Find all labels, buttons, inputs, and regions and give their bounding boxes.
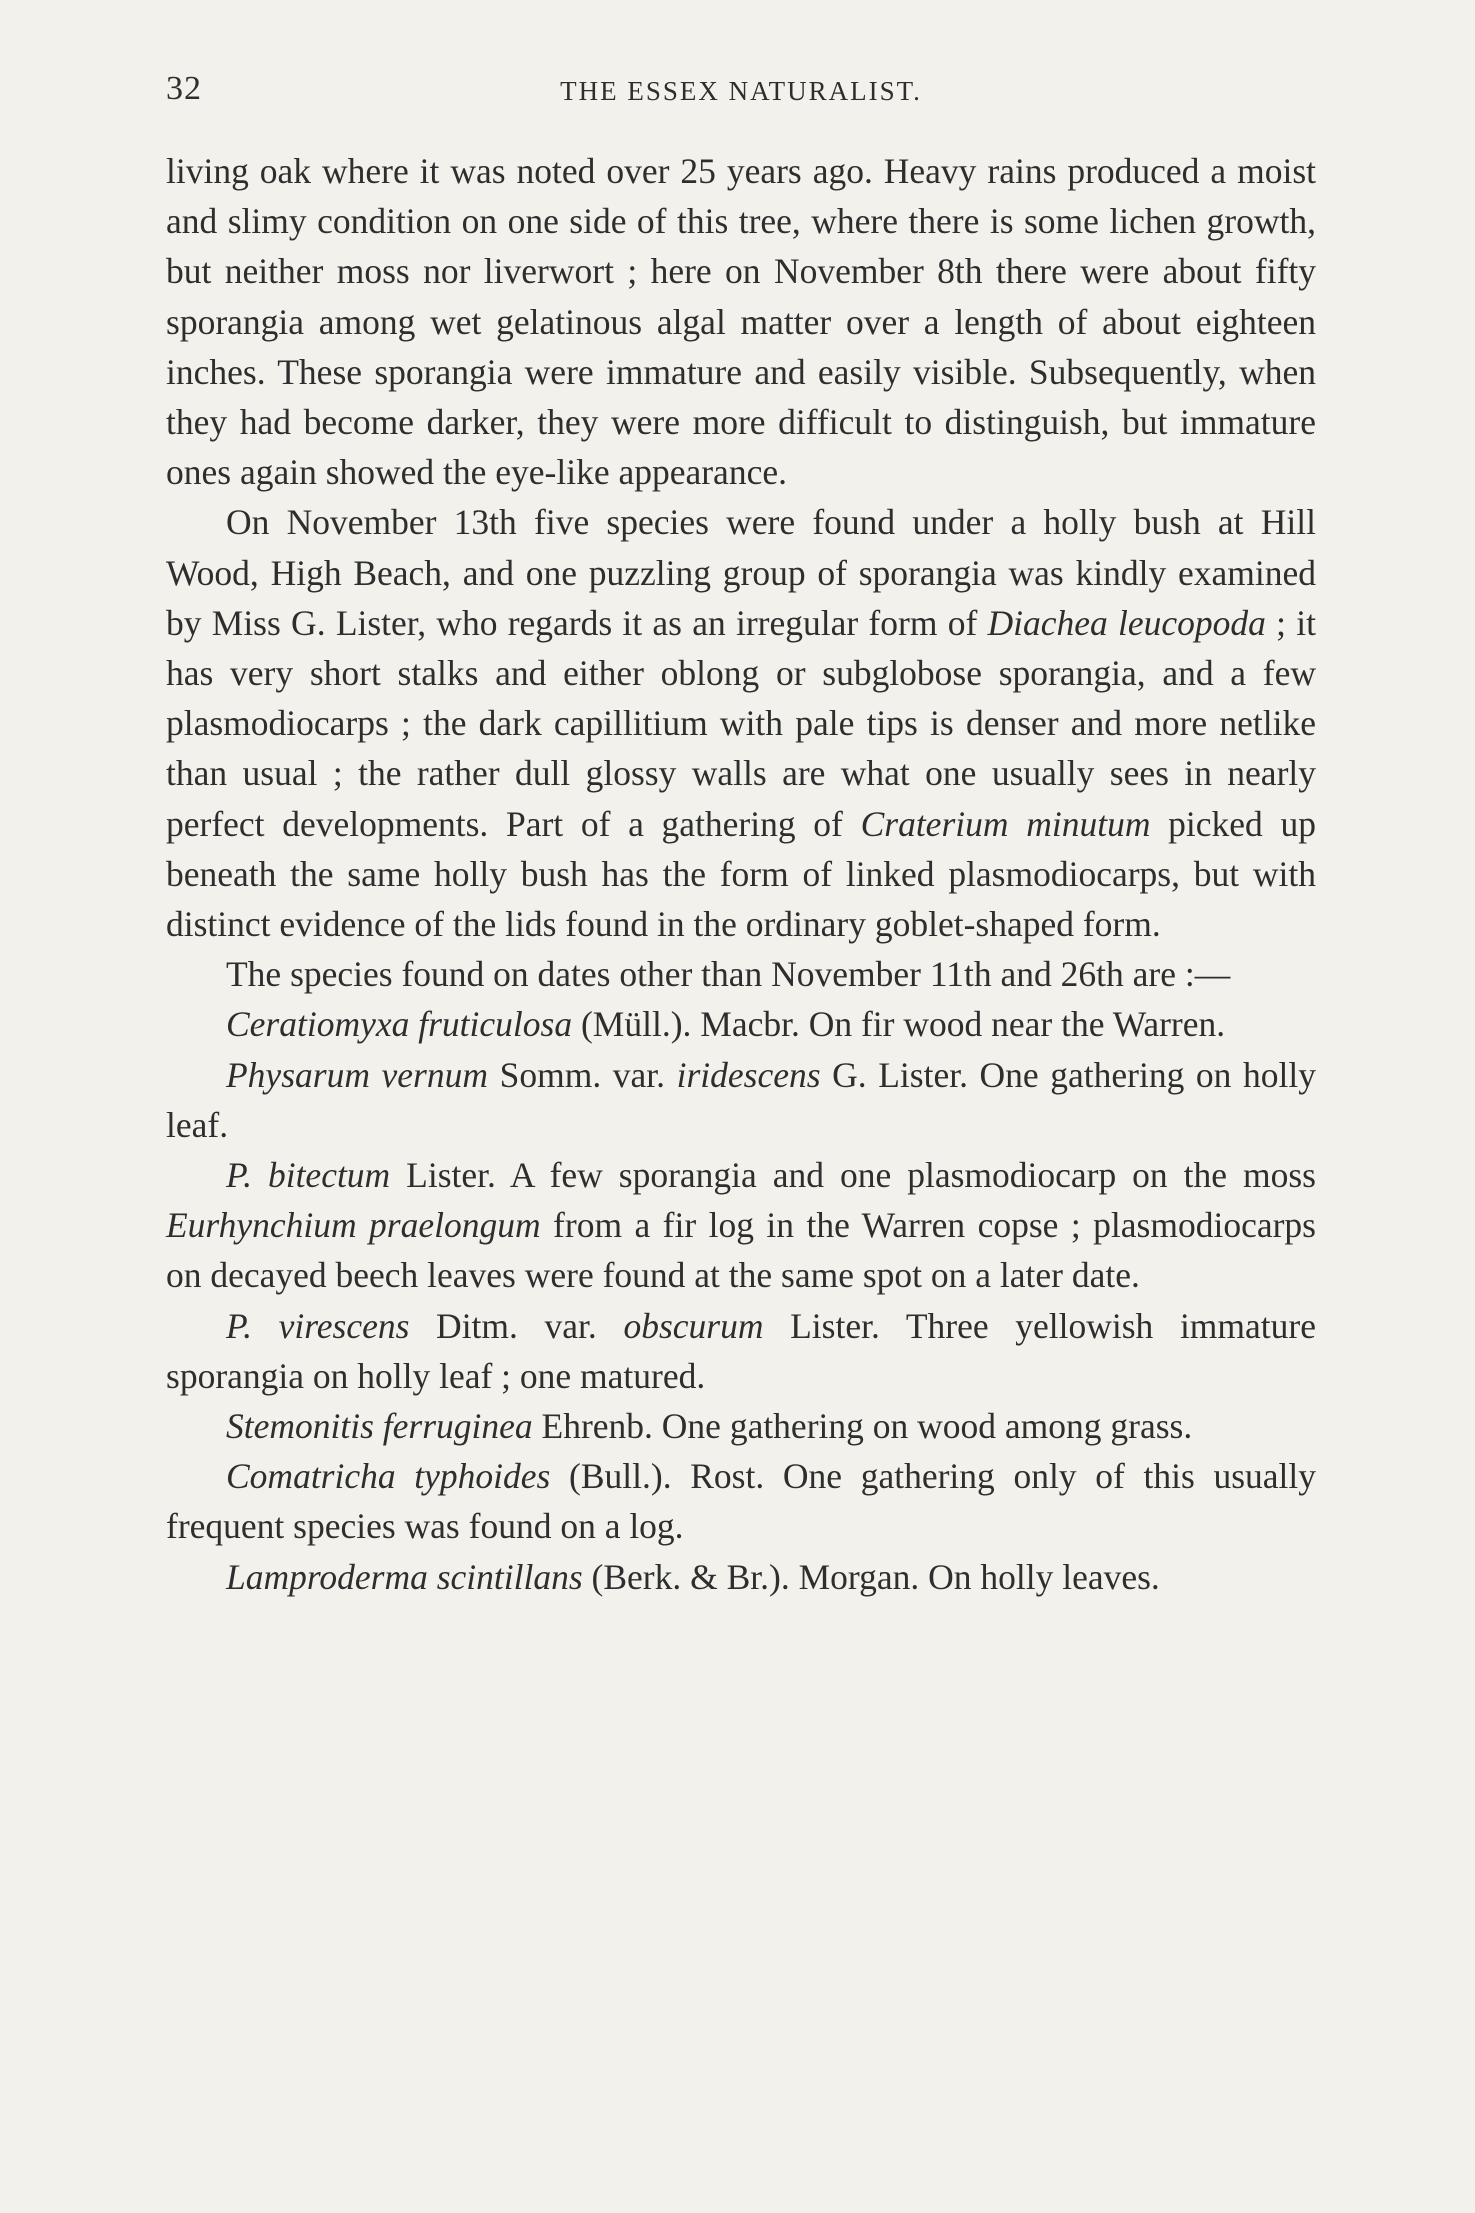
text-run: living oak where it was noted over 25 years ago. Heavy rains produced a moist and slimy condition on one side of this tree, where there is some lichen growth, but neither moss nor liverwort ; here on November 8th there were about fifty sporangia among wet gelatinous algal matter over a length of about eighteen inches. These sporangia were immature and easily visible. Subsequently, when they had become darker, they were more difficult to distinguish, but immature ones again showed the eye-like appearance. (166, 151, 1316, 493)
text-run: (Müll.). Macbr. On fir wood near the Warren. (572, 1004, 1226, 1045)
text-run: G. Lister. One gathering on holly leaf. (166, 1054, 1316, 1145)
running-title: THE ESSEX NATURALIST. (560, 76, 922, 106)
paragraph (166, 999, 1316, 1049)
text-run: Lister. Three yellowish immature sporangia on holly leaf ; one matured. (166, 1305, 1316, 1396)
species-name: P. virescens (226, 1305, 410, 1346)
page-number: 32 (166, 70, 202, 107)
species-name: P. bitectum (226, 1155, 391, 1196)
paragraph (166, 1552, 1316, 1602)
text-run: Lister. A few sporangia and one plasmodiocarp on the moss (390, 1155, 1316, 1196)
species-name: Eurhynchium praelongum (166, 1205, 541, 1246)
paragraph (166, 146, 1316, 497)
text-run: ; it has very short stalks and either oblong or subglobose sporangia, and a few plasmodiocarps ; the dark capillitium with pale tips is denser and more netlike than usual ; the rather dull glossy walls are what one usually sees in nearly perfect developments. Part of a gathering of (166, 602, 1316, 844)
species-name: Craterium minutum (860, 803, 1151, 844)
species-name: obscurum (623, 1305, 764, 1346)
text-run: from a fir log in the Warren copse ; plasmodiocarps on decayed beech leaves were found at the same spot on a later date. (166, 1205, 1316, 1296)
paragraph (166, 497, 1316, 949)
text-run: The species found on dates other than November 11th and 26th are :— (226, 954, 1231, 995)
paragraph (166, 1401, 1316, 1451)
paragraph (166, 1301, 1316, 1401)
species-name: Stemonitis ferruginea (226, 1406, 533, 1447)
text-run: Somm. var. (488, 1054, 677, 1095)
text-run: picked up beneath the same holly bush has the form of linked plasmodiocarps, but with distinct evidence of the lids found in the ordinary goblet-shaped form. (166, 803, 1316, 945)
paragraph (166, 949, 1316, 999)
text-run: Ehrenb. One gathering on wood among grass. (532, 1406, 1193, 1447)
paragraph (166, 1150, 1316, 1301)
species-name: Lamproderma scintillans (226, 1556, 583, 1597)
page-header (166, 70, 1316, 114)
species-name: Ceratiomyxa fruticulosa (226, 1004, 573, 1045)
text-run: (Bull.). Rost. One gathering only of this usually frequent species was found on a log. (166, 1456, 1316, 1547)
text-run: On November 13th five species were found under a holly bush at Hill Wood, High Beach, and one puzzling group of sporangia was kindly examined by Miss G. Lister, who regards it as an irregular form of (166, 502, 1316, 643)
paragraph (166, 1050, 1316, 1150)
text-run: Ditm. var. (409, 1305, 624, 1346)
species-name: iridescens (676, 1054, 821, 1095)
species-name: Comatricha typhoides (226, 1456, 551, 1497)
text-run: (Berk. & Br.). Morgan. On holly leaves. (582, 1556, 1160, 1597)
paragraph (166, 1451, 1316, 1551)
body-text (166, 146, 1316, 1602)
species-name: Diachea leucopoda (987, 602, 1266, 643)
species-name: Physarum vernum (226, 1054, 489, 1095)
